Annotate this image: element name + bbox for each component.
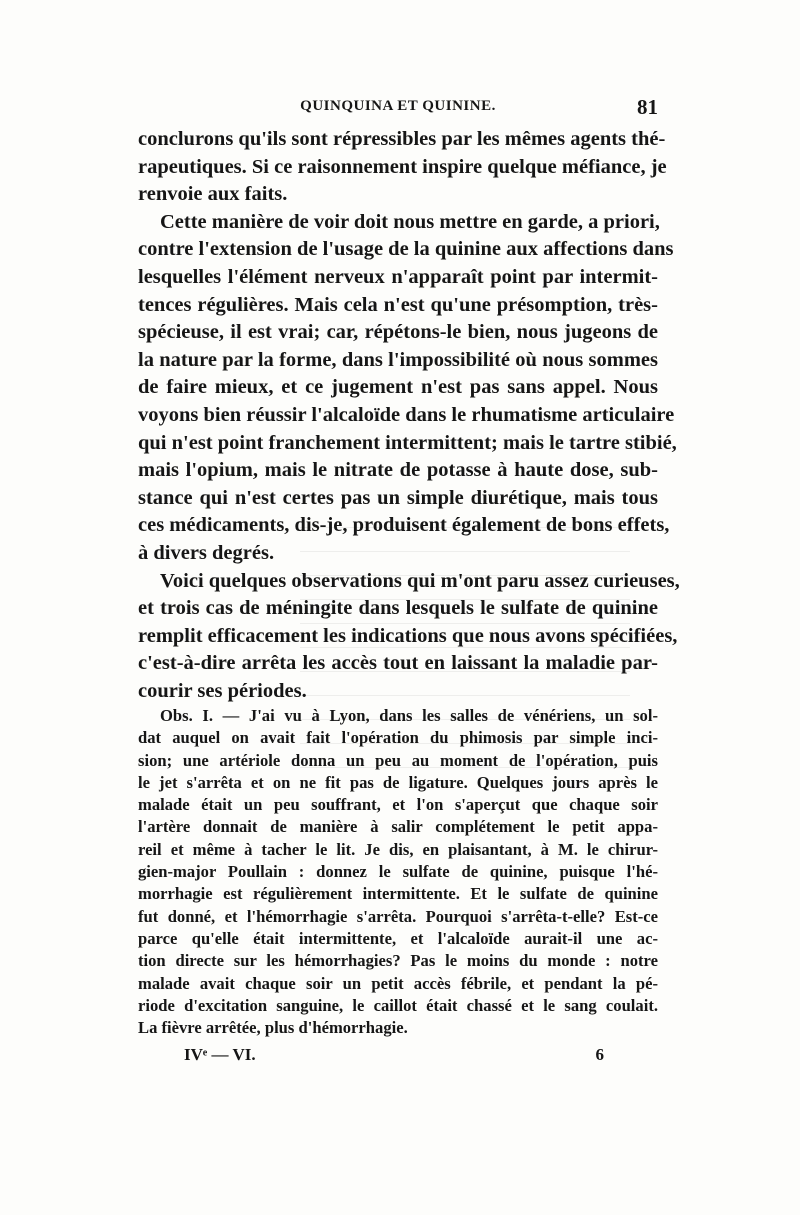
text-line: spécieuse, il est vrai; car, répétons-le bien, nous jugeons de xyxy=(138,321,658,344)
observation-line: gien-major Poullain : donnez le sulfate de quinine, puisque l'hé- xyxy=(138,862,658,882)
observation-block xyxy=(138,705,658,1039)
text-line: Voici quelques observations qui m'ont paru assez curieuses, xyxy=(160,569,680,592)
text-line: et trois cas de méningite dans lesquels le sulfate de quinine xyxy=(138,597,658,620)
observation-line: l'artère donnait de manière à salir complétement le petit appa- xyxy=(138,817,658,837)
observation-line: parce qu'elle était intermittente, et l'alcaloïde aurait-il une ac- xyxy=(138,928,658,948)
text-line: voyons bien réussir l'alcaloïde dans le rhumatisme articulaire xyxy=(138,403,675,426)
text-line: renvoie aux faits. xyxy=(138,183,288,206)
text-line: ces médicaments, dis-je, produisent également de bons effets, xyxy=(138,514,670,537)
text-line: c'est-à-dire arrêta les accès tout en laissant la maladie par- xyxy=(138,652,658,675)
main-text xyxy=(138,126,680,705)
signature-mark: IVᵉ — VI. xyxy=(184,1045,256,1064)
text-line: rapeutiques. Si ce raisonnement inspire quelque méfiance, je xyxy=(138,155,667,178)
page-footer xyxy=(184,1045,604,1069)
running-title: QUINQUINA ET QUININE. xyxy=(300,98,496,114)
observation-line: riode d'excitation sanguine, le caillot était chassé et le sang coulait. xyxy=(138,995,658,1015)
observation-line: le jet s'arrêta et on ne fit pas de ligature. Quelques jours après le xyxy=(138,772,658,792)
text-line: courir ses périodes. xyxy=(138,679,307,702)
page-number: 81 xyxy=(637,95,658,119)
text-line: tences régulières. Mais cela n'est qu'une présomption, très- xyxy=(138,293,658,316)
observation-line: La fièvre arrêtée, plus d'hémorrhagie. xyxy=(138,1018,408,1038)
observation-line: reil et même à tacher le lit. Je dis, en plaisantant, à M. le chirur- xyxy=(138,839,658,859)
text-line: la nature par la forme, dans l'impossibilité où nous sommes xyxy=(138,348,658,371)
observation-line: malade avait chaque soir un petit accès fébrile, et pendant la pé- xyxy=(138,973,658,993)
observation-line: malade était un peu souffrant, et l'on s'aperçut que chaque soir xyxy=(138,795,658,815)
text-line: conclurons qu'ils sont répressibles par les mêmes agents thé- xyxy=(138,128,666,150)
observation-line: fut donné, et l'hémorrhagie s'arrêta. Pourquoi s'arrêta-t-elle? Est-ce xyxy=(138,906,658,926)
observation-line: sion; une artériole donna un peu au moment de l'opération, puis xyxy=(138,750,658,770)
text-line: remplit efficacement les indications que nous avons spécifiées, xyxy=(138,624,678,647)
text-line: stance qui n'est certes pas un simple diurétique, mais tous xyxy=(138,486,658,509)
sheet-number: 6 xyxy=(595,1045,604,1064)
running-head xyxy=(138,95,658,122)
observation-line: tion directe sur les hémorrhagies? Pas le moins du monde : notre xyxy=(138,951,658,971)
text-line: à divers degrés. xyxy=(138,541,275,564)
text-line: lesquelles l'élément nerveux n'apparaît point par intermit- xyxy=(138,265,658,288)
observation-line: Obs. I. — J'ai vu à Lyon, dans les salles de vénériens, un sol- xyxy=(160,706,658,725)
text-line: contre l'extension de l'usage de la quinine aux affections dans xyxy=(138,238,674,261)
text-line: qui n'est point franchement intermittent; mais le tartre stibié, xyxy=(138,431,677,454)
text-line: mais l'opium, mais le nitrate de potasse à haute dose, sub- xyxy=(138,459,658,482)
observation-line: dat auquel on avait fait l'opération du phimosis par simple inci- xyxy=(138,728,658,748)
text-line: de faire mieux, et ce jugement n'est pas sans appel. Nous xyxy=(138,376,658,399)
observation-line: morrhagie est régulièrement intermittente. Et le sulfate de quinine xyxy=(138,884,658,904)
text-line: Cette manière de voir doit nous mettre en garde, a priori, xyxy=(160,210,660,233)
